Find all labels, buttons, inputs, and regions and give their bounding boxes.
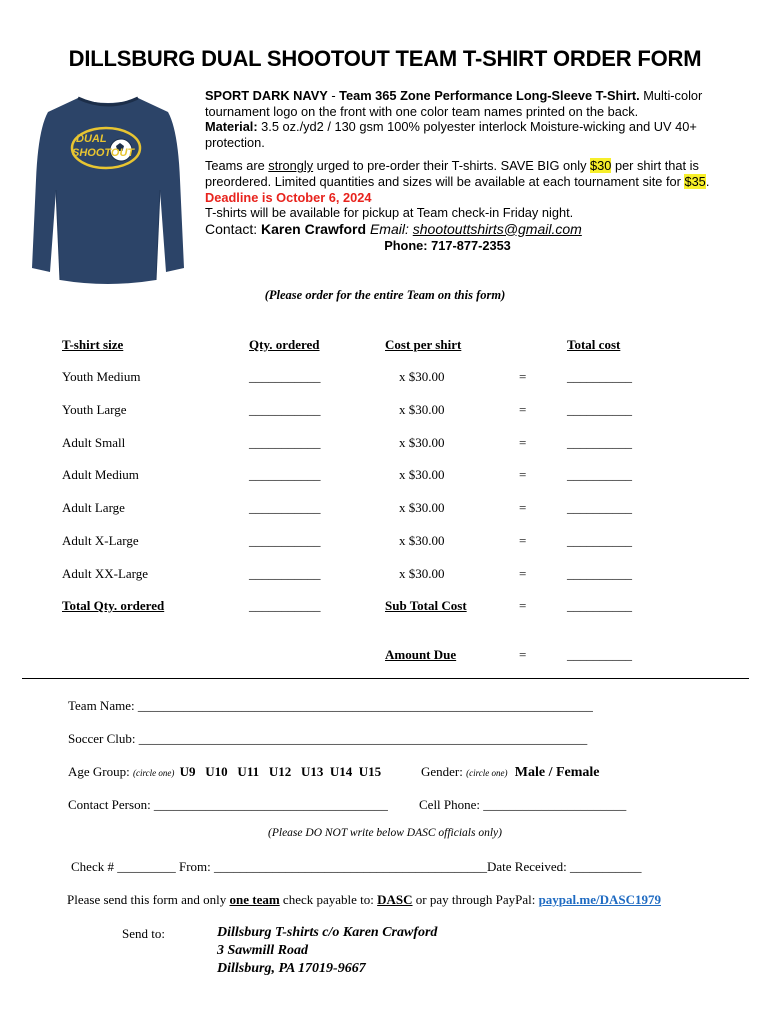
row-qty-blank[interactable]: ___________: [249, 434, 321, 450]
row-size: Adult Medium: [62, 467, 139, 483]
soccer-club-field[interactable]: Soccer Club: _____________________________________________________________________: [68, 731, 588, 746]
row-cost: x $30.00: [399, 500, 445, 516]
total-qty-blank[interactable]: ___________: [249, 598, 321, 613]
section-divider: [22, 678, 749, 679]
row-qty-blank[interactable]: ___________: [249, 369, 321, 384]
row-cost: x $30.00: [399, 401, 445, 417]
payment-instructions: Please send this form and only one team check payable to: DASC or pay through PayPal: paypal.me/DASC1979: [67, 892, 661, 907]
gender-row: Gender: (circle one) Male / Female: [421, 764, 600, 780]
row-equals: =: [519, 500, 527, 516]
officials-note: (Please DO NOT write below DASC officials only): [268, 827, 502, 839]
paypal-link[interactable]: paypal.me/DASC1979: [538, 892, 661, 907]
page-title: DILLSBURG DUAL SHOOTOUT TEAM T-SHIRT ORDER FORM: [68, 46, 702, 71]
row-cost: x $30.00: [399, 434, 445, 450]
header-qty: Qty. ordered: [249, 337, 320, 352]
row-qty-blank[interactable]: ___________: [249, 565, 321, 581]
total-qty-label: Total Qty. ordered: [62, 598, 165, 613]
row-size: Adult X-Large: [62, 533, 139, 548]
address-line-2: 3 Sawmill Road: [217, 943, 309, 958]
mailing-address: [217, 924, 437, 978]
row-cost: x $30.00: [399, 533, 445, 548]
row-size: Youth Medium: [62, 369, 141, 384]
row-total-blank[interactable]: __________: [567, 401, 632, 417]
row-qty-blank[interactable]: ___________: [249, 533, 321, 548]
row-total-blank[interactable]: __________: [567, 467, 632, 483]
age-group-row: Age Group: (circle one) U9 U10 U11 U12 U13 U14 U15: [68, 764, 382, 779]
row-cost: x $30.00: [399, 467, 445, 483]
amount-due-label: Amount Due: [385, 647, 457, 662]
row-size: Adult Large: [62, 500, 125, 516]
gender-options[interactable]: Male / Female: [514, 765, 600, 780]
send-to-label: Send to:: [122, 926, 165, 941]
row-total-blank[interactable]: __________: [567, 565, 632, 581]
row-equals: =: [519, 565, 527, 581]
cell-phone-field[interactable]: Cell Phone: ______________________: [419, 797, 627, 812]
header-size: T-shirt size: [62, 337, 124, 352]
row-equals: =: [519, 533, 527, 548]
product-description: SPORT DARK NAVY - Team 365 Zone Performance Long-Sleeve T-Shirt. Multi-color tournament logo on the front with one color team names printed on the back. Material: 3.5 oz./yd2 / 130 gsm 100% polyester interlock Moisture-wicking and UV 40+ protection. Teams are strongly urged to pre-order their T-shirts. SAVE BIG only $30 per shirt that is preordered. Limited quantities and sizes will be available at each tournament site for $35. Deadline is October 6, 2024 T-shirts will be available for pickup at Team check-in Friday night. Contact: Karen Crawford Email: shootouttshirts@gmail.com Phone: 717-877-2353: [205, 88, 750, 253]
onsite-price: $35: [684, 173, 706, 189]
row-cost: x $30.00: [399, 565, 445, 581]
amount-due-equals: =: [519, 647, 527, 662]
preorder-price: $30: [590, 158, 612, 174]
subtotal-equals: =: [519, 598, 527, 613]
contact-phone: Phone: 717-877-2353: [384, 237, 511, 253]
address-line-1: Dillsburg T-shirts c/o Karen Crawford: [217, 925, 438, 940]
row-size: Adult XX-Large: [62, 565, 149, 581]
row-qty-blank[interactable]: ___________: [249, 467, 321, 483]
contact-person-field[interactable]: Contact Person: ____________________________________: [68, 797, 388, 812]
row-cost: x $30.00: [399, 369, 445, 384]
header-cost: Cost per shirt: [385, 337, 462, 352]
row-total-blank[interactable]: __________: [567, 434, 632, 450]
row-total-blank[interactable]: __________: [567, 500, 632, 516]
logo-text-dual: DUAL: [76, 133, 107, 145]
row-equals: =: [519, 467, 527, 483]
row-qty-blank[interactable]: ___________: [249, 401, 321, 417]
shirt-image: [28, 90, 188, 290]
team-name-field[interactable]: Team Name: ______________________________________________________________________: [68, 698, 593, 713]
deadline: Deadline is October 6, 2024: [205, 189, 372, 205]
subtotal-label: Sub Total Cost: [385, 598, 467, 613]
row-size: Adult Small: [62, 434, 126, 450]
row-equals: =: [519, 434, 527, 450]
subtotal-blank[interactable]: __________: [567, 598, 632, 613]
contact-name: Karen Crawford: [261, 220, 367, 237]
row-total-blank[interactable]: __________: [567, 533, 632, 548]
check-info-line[interactable]: Check # _________ From: __________________________________________Date Received: ___________: [71, 859, 642, 874]
address-line-3: Dillsburg, PA 17019-9667: [217, 961, 366, 976]
order-note: (Please order for the entire Team on this form): [264, 288, 506, 302]
row-qty-blank[interactable]: ___________: [249, 500, 321, 516]
age-options[interactable]: U9 U10 U11 U12 U13 U14 U15: [179, 764, 382, 779]
header-total: Total cost: [567, 337, 621, 352]
row-total-blank[interactable]: __________: [567, 369, 632, 384]
row-size: Youth Large: [62, 401, 127, 417]
contact-email[interactable]: shootouttshirts@gmail.com: [412, 220, 582, 237]
amount-due-blank[interactable]: __________: [567, 647, 632, 662]
row-equals: =: [519, 401, 527, 417]
row-equals: =: [519, 369, 527, 384]
logo-text-shootout: SHOOTOUT: [72, 147, 135, 159]
